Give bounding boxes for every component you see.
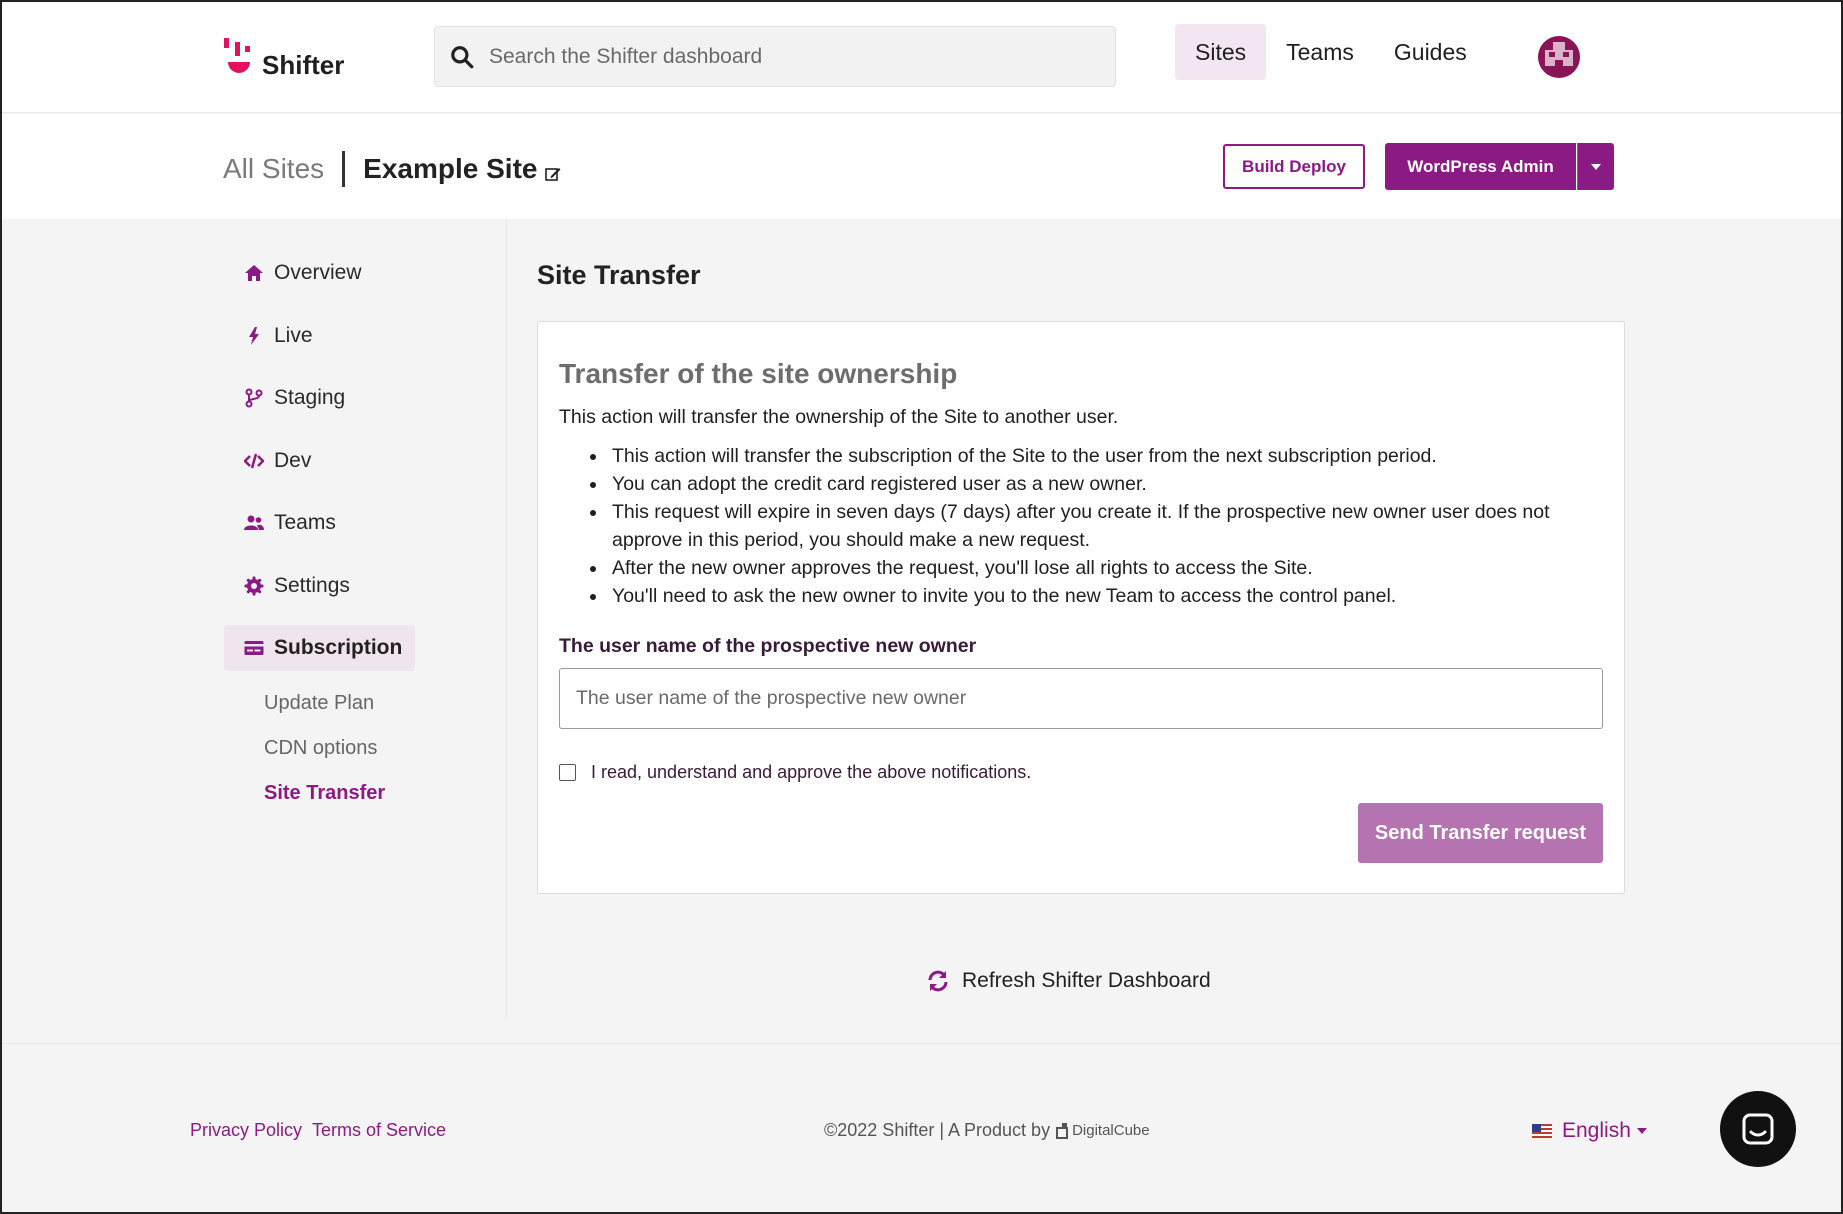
subnav-update-plan[interactable]: Update Plan	[264, 692, 375, 714]
sidebar-item-label: Dev	[274, 448, 312, 472]
chevron-down-icon	[1591, 164, 1601, 170]
agreement-checkbox[interactable]	[559, 764, 576, 781]
send-transfer-request-button[interactable]: Send Transfer request	[1358, 803, 1603, 863]
terms-of-service-link[interactable]: Terms of Service	[312, 1120, 447, 1140]
new-owner-username-input[interactable]	[559, 668, 1603, 729]
site-name: Example Site	[363, 153, 538, 184]
nav-teams[interactable]: Teams	[1286, 39, 1354, 65]
bolt-icon	[244, 326, 264, 346]
top-header	[2, 2, 1841, 113]
sidebar-item-subscription[interactable]	[224, 625, 415, 671]
footer-divider	[2, 1043, 1841, 1044]
list-item: • You can adopt the credit card registered user as a new owner.	[608, 470, 1606, 498]
subscription-subnav	[264, 692, 385, 827]
gear-icon	[244, 576, 264, 596]
branch-icon	[244, 388, 264, 408]
users-icon	[244, 513, 264, 533]
sidebar-item-label: Teams	[274, 511, 336, 534]
sidebar-item-overview[interactable]	[224, 250, 415, 296]
sidebar-item-settings[interactable]	[224, 563, 415, 609]
credit-card-icon	[244, 638, 264, 658]
sidebar-item-dev[interactable]	[224, 438, 415, 484]
sidebar-item-label: Settings	[274, 573, 350, 597]
breadcrumb	[223, 148, 561, 190]
us-flag-icon	[1532, 1124, 1552, 1138]
digitalcube-logo-icon	[1056, 1123, 1068, 1139]
refresh-dashboard-link[interactable]	[926, 969, 1211, 993]
notice-list	[586, 442, 1606, 610]
home-icon	[244, 263, 264, 283]
site-transfer-card	[537, 321, 1625, 894]
site-header	[2, 114, 1841, 219]
subnav-cdn-options[interactable]: CDN options	[264, 737, 378, 759]
chat-icon	[1741, 1112, 1775, 1146]
list-item: • You'll need to ask the new owner to invite you to the new Team to access the control panel.	[608, 582, 1606, 610]
sidebar-item-label: Live	[274, 323, 313, 347]
language-selector[interactable]	[1532, 1119, 1647, 1143]
new-owner-field-label: The user name of the prospective new owner	[559, 635, 977, 657]
card-heading: Transfer of the site ownership	[559, 358, 958, 389]
copyright-text: ©2022 Shifter | A Product by	[824, 1120, 1051, 1140]
list-item: • This request will expire in seven days (7 days) after you create it. If the prospective new owner user does not approve in this period, you should make a new request.	[608, 498, 1606, 554]
footer-copyright	[824, 1120, 1150, 1141]
refresh-label: Refresh Shifter Dashboard	[962, 969, 1211, 992]
privacy-policy-link[interactable]: Privacy Policy	[190, 1120, 303, 1140]
wordpress-admin-button[interactable]: WordPress Admin	[1385, 143, 1576, 190]
top-navigation	[1175, 24, 1487, 80]
sidebar-item-label: Overview	[274, 261, 362, 284]
language-label: English	[1562, 1119, 1631, 1142]
search-icon	[449, 44, 475, 70]
sidebar-item-label: Subscription	[274, 636, 403, 659]
build-deploy-button[interactable]: Build Deploy	[1223, 144, 1365, 189]
nav-sites[interactable]: Sites	[1175, 24, 1266, 80]
list-item: • After the new owner approves the request, you'll lose all rights to access the Site.	[608, 554, 1606, 582]
sidebar-item-live[interactable]	[224, 313, 415, 359]
sidebar-navigation	[224, 250, 415, 688]
refresh-icon	[926, 969, 950, 993]
agreement-label: I read, understand and approve the above notifications.	[591, 762, 1032, 782]
edit-icon[interactable]	[545, 166, 561, 182]
list-item: • This action will transfer the subscription of the Site to the user from the next subscription period.	[608, 442, 1606, 470]
chat-launcher-button[interactable]	[1720, 1091, 1796, 1167]
subnav-site-transfer[interactable]: Site Transfer	[264, 782, 386, 804]
footer-links	[190, 1120, 456, 1141]
nav-guides[interactable]: Guides	[1393, 39, 1467, 65]
user-avatar[interactable]	[1538, 36, 1580, 78]
agreement-checkbox-row[interactable]	[559, 762, 1031, 783]
shifter-logo[interactable]	[224, 38, 344, 80]
sidebar-divider	[506, 219, 507, 1019]
card-lead-text: This action will transfer the ownership of the Site to another user.	[559, 406, 1119, 428]
company-name: DigitalCube	[1072, 1122, 1150, 1139]
search-bar	[434, 26, 1116, 87]
app-name: Shifter	[262, 50, 345, 80]
wordpress-admin-dropdown-toggle[interactable]	[1577, 143, 1614, 190]
breadcrumb-separator	[342, 151, 345, 187]
chevron-down-icon	[1637, 1128, 1647, 1134]
page-title: Site Transfer	[537, 260, 701, 290]
sidebar-item-teams[interactable]	[224, 500, 415, 546]
sidebar-item-staging[interactable]	[224, 375, 415, 421]
shifter-logo-icon	[224, 38, 254, 80]
avatar-identicon	[1538, 36, 1580, 78]
code-icon	[244, 451, 264, 471]
sidebar-item-label: Staging	[274, 386, 346, 409]
search-input[interactable]	[489, 45, 1089, 69]
breadcrumb-all-sites[interactable]: All Sites	[223, 153, 325, 184]
